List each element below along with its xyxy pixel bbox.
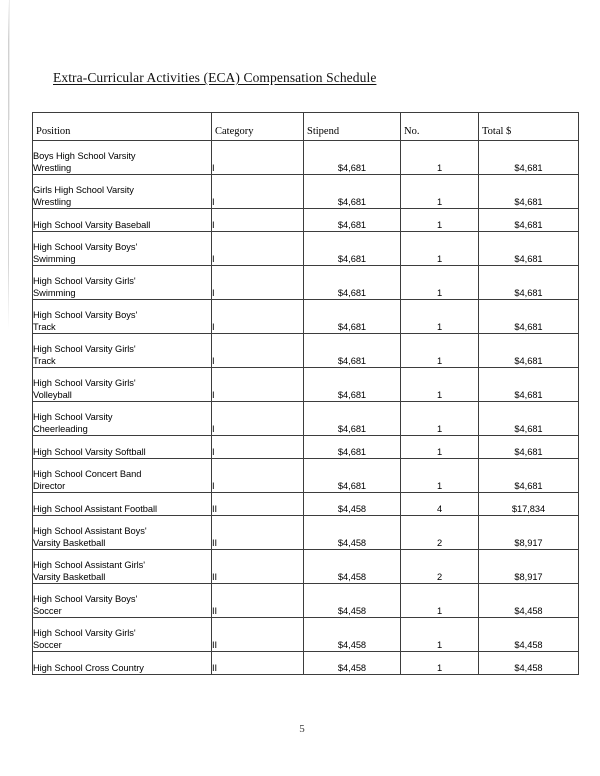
cell-category: I bbox=[212, 436, 304, 459]
table-row bbox=[33, 584, 579, 618]
cell-no: 2 bbox=[401, 550, 479, 584]
cell-stipend: $4,681 bbox=[304, 402, 401, 436]
cell-category: I bbox=[212, 334, 304, 368]
cell-stipend: $4,458 bbox=[304, 493, 401, 516]
cell-position bbox=[33, 232, 212, 266]
cell-stipend: $4,681 bbox=[304, 459, 401, 493]
cell-total: $4,681 bbox=[479, 334, 579, 368]
position-line-1: High School Cross Country bbox=[33, 662, 144, 673]
cell-position bbox=[33, 436, 212, 459]
cell-category: II bbox=[212, 550, 304, 584]
cell-no: 1 bbox=[401, 618, 479, 652]
position-line-1: Girls High School Varsity bbox=[33, 185, 134, 195]
cell-total: $4,681 bbox=[479, 300, 579, 334]
cell-total: $17,834 bbox=[479, 493, 579, 516]
position-line-2: Swimming bbox=[33, 253, 76, 264]
cell-no: 4 bbox=[401, 493, 479, 516]
column-header-stipend: Stipend bbox=[304, 113, 401, 141]
cell-total: $4,681 bbox=[479, 175, 579, 209]
cell-category: II bbox=[212, 493, 304, 516]
cell-position bbox=[33, 266, 212, 300]
position-line-1: High School Varsity Boys' bbox=[33, 310, 138, 320]
table-body bbox=[33, 141, 579, 675]
cell-position bbox=[33, 334, 212, 368]
position-line-1: High School Varsity Softball bbox=[33, 446, 146, 457]
cell-stipend: $4,681 bbox=[304, 266, 401, 300]
cell-no: 1 bbox=[401, 436, 479, 459]
table-row bbox=[33, 232, 579, 266]
cell-position bbox=[33, 516, 212, 550]
position-line-1: High School Varsity Girls' bbox=[33, 378, 136, 388]
cell-no: 1 bbox=[401, 334, 479, 368]
cell-total: $4,681 bbox=[479, 402, 579, 436]
cell-stipend: $4,681 bbox=[304, 334, 401, 368]
position-line-2: Volleyball bbox=[33, 389, 72, 400]
position-line-1: High School Varsity bbox=[33, 412, 113, 422]
position-line-2: Soccer bbox=[33, 605, 62, 616]
position-line-2: Wrestling bbox=[33, 196, 72, 207]
position-line-1: High School Varsity Girls' bbox=[33, 276, 136, 286]
cell-category: I bbox=[212, 402, 304, 436]
position-line-1: High School Concert Band bbox=[33, 469, 142, 479]
position-line-1: High School Varsity Boys' bbox=[33, 242, 138, 252]
cell-stipend: $4,681 bbox=[304, 436, 401, 459]
position-line-2: Director bbox=[33, 480, 66, 491]
position-line-2: Swimming bbox=[33, 287, 76, 298]
cell-position bbox=[33, 459, 212, 493]
cell-total: $4,681 bbox=[479, 459, 579, 493]
position-line-1: High School Varsity Baseball bbox=[33, 219, 151, 230]
position-line-1: High School Varsity Boys' bbox=[33, 594, 138, 604]
cell-no: 1 bbox=[401, 141, 479, 175]
cell-category: I bbox=[212, 459, 304, 493]
table-row bbox=[33, 618, 579, 652]
position-line-2: Wrestling bbox=[33, 162, 72, 173]
cell-total: $8,917 bbox=[479, 550, 579, 584]
cell-position bbox=[33, 618, 212, 652]
cell-stipend: $4,458 bbox=[304, 516, 401, 550]
cell-position bbox=[33, 209, 212, 232]
cell-position bbox=[33, 175, 212, 209]
cell-category: I bbox=[212, 141, 304, 175]
position-line-1: Boys High School Varsity bbox=[33, 151, 136, 161]
cell-total: $4,681 bbox=[479, 266, 579, 300]
column-header-no: No. bbox=[401, 113, 479, 141]
cell-position bbox=[33, 652, 212, 675]
cell-total: $4,681 bbox=[479, 232, 579, 266]
cell-category: I bbox=[212, 232, 304, 266]
cell-no: 1 bbox=[401, 368, 479, 402]
position-line-2: Soccer bbox=[33, 639, 62, 650]
cell-total: $4,681 bbox=[479, 209, 579, 232]
cell-no: 1 bbox=[401, 652, 479, 675]
table-row bbox=[33, 550, 579, 584]
cell-category: I bbox=[212, 368, 304, 402]
position-line-1: High School Varsity Girls' bbox=[33, 628, 136, 638]
cell-no: 1 bbox=[401, 266, 479, 300]
cell-stipend: $4,458 bbox=[304, 652, 401, 675]
cell-total: $4,458 bbox=[479, 584, 579, 618]
cell-stipend: $4,681 bbox=[304, 175, 401, 209]
cell-stipend: $4,681 bbox=[304, 368, 401, 402]
cell-position bbox=[33, 550, 212, 584]
cell-category: II bbox=[212, 618, 304, 652]
position-line-1: High School Assistant Football bbox=[33, 503, 158, 514]
table-row bbox=[33, 368, 579, 402]
cell-stipend: $4,458 bbox=[304, 618, 401, 652]
cell-position bbox=[33, 584, 212, 618]
cell-stipend: $4,681 bbox=[304, 209, 401, 232]
position-line-2: Varsity Basketball bbox=[33, 537, 106, 548]
table-row bbox=[33, 516, 579, 550]
cell-category: I bbox=[212, 300, 304, 334]
position-line-2: Track bbox=[33, 321, 56, 332]
cell-category: II bbox=[212, 516, 304, 550]
column-header-total: Total $ bbox=[479, 113, 579, 141]
cell-total: $8,917 bbox=[479, 516, 579, 550]
position-line-1: High School Varsity Girls' bbox=[33, 344, 136, 354]
table-row bbox=[33, 209, 579, 232]
table-row bbox=[33, 652, 579, 675]
cell-stipend: $4,458 bbox=[304, 584, 401, 618]
cell-position bbox=[33, 493, 212, 516]
cell-no: 1 bbox=[401, 402, 479, 436]
cell-category: II bbox=[212, 584, 304, 618]
cell-no: 1 bbox=[401, 232, 479, 266]
cell-no: 1 bbox=[401, 209, 479, 232]
position-line-1: High School Assistant Girls' bbox=[33, 560, 145, 570]
position-line-2: Cheerleading bbox=[33, 423, 88, 434]
cell-position bbox=[33, 141, 212, 175]
table-row bbox=[33, 334, 579, 368]
cell-stipend: $4,681 bbox=[304, 232, 401, 266]
cell-total: $4,458 bbox=[479, 652, 579, 675]
position-line-2: Varsity Basketball bbox=[33, 571, 106, 582]
page-number-value: 5 bbox=[299, 723, 305, 735]
cell-category: II bbox=[212, 652, 304, 675]
cell-total: $4,458 bbox=[479, 618, 579, 652]
cell-no: 1 bbox=[401, 175, 479, 209]
table-header bbox=[33, 113, 579, 141]
table-row bbox=[33, 459, 579, 493]
table-row bbox=[33, 141, 579, 175]
cell-no: 2 bbox=[401, 516, 479, 550]
position-line-2: Track bbox=[33, 355, 56, 366]
table-row bbox=[33, 493, 579, 516]
cell-position bbox=[33, 300, 212, 334]
cell-stipend: $4,681 bbox=[304, 300, 401, 334]
cell-no: 1 bbox=[401, 300, 479, 334]
page-title: Extra-Curricular Activities (ECA) Compensation Schedule bbox=[53, 70, 377, 85]
table-header-row bbox=[33, 113, 579, 141]
cell-category: I bbox=[212, 209, 304, 232]
table-row bbox=[33, 175, 579, 209]
table-row bbox=[33, 402, 579, 436]
cell-position bbox=[33, 368, 212, 402]
scan-artifact-line-secondary bbox=[9, 0, 10, 120]
table-row bbox=[33, 266, 579, 300]
cell-no: 1 bbox=[401, 459, 479, 493]
column-header-position: Position bbox=[33, 113, 212, 141]
cell-stipend: $4,681 bbox=[304, 141, 401, 175]
eca-compensation-table-container bbox=[32, 112, 578, 675]
table-row bbox=[33, 436, 579, 459]
column-header-category: Category bbox=[212, 113, 304, 141]
cell-position bbox=[33, 402, 212, 436]
table-row bbox=[33, 300, 579, 334]
eca-compensation-table bbox=[32, 112, 579, 675]
page-number bbox=[0, 723, 600, 735]
position-line-1: High School Assistant Boys' bbox=[33, 526, 147, 536]
cell-category: I bbox=[212, 175, 304, 209]
cell-total: $4,681 bbox=[479, 141, 579, 175]
cell-category: I bbox=[212, 266, 304, 300]
cell-stipend: $4,458 bbox=[304, 550, 401, 584]
cell-total: $4,681 bbox=[479, 368, 579, 402]
cell-no: 1 bbox=[401, 584, 479, 618]
cell-total: $4,681 bbox=[479, 436, 579, 459]
